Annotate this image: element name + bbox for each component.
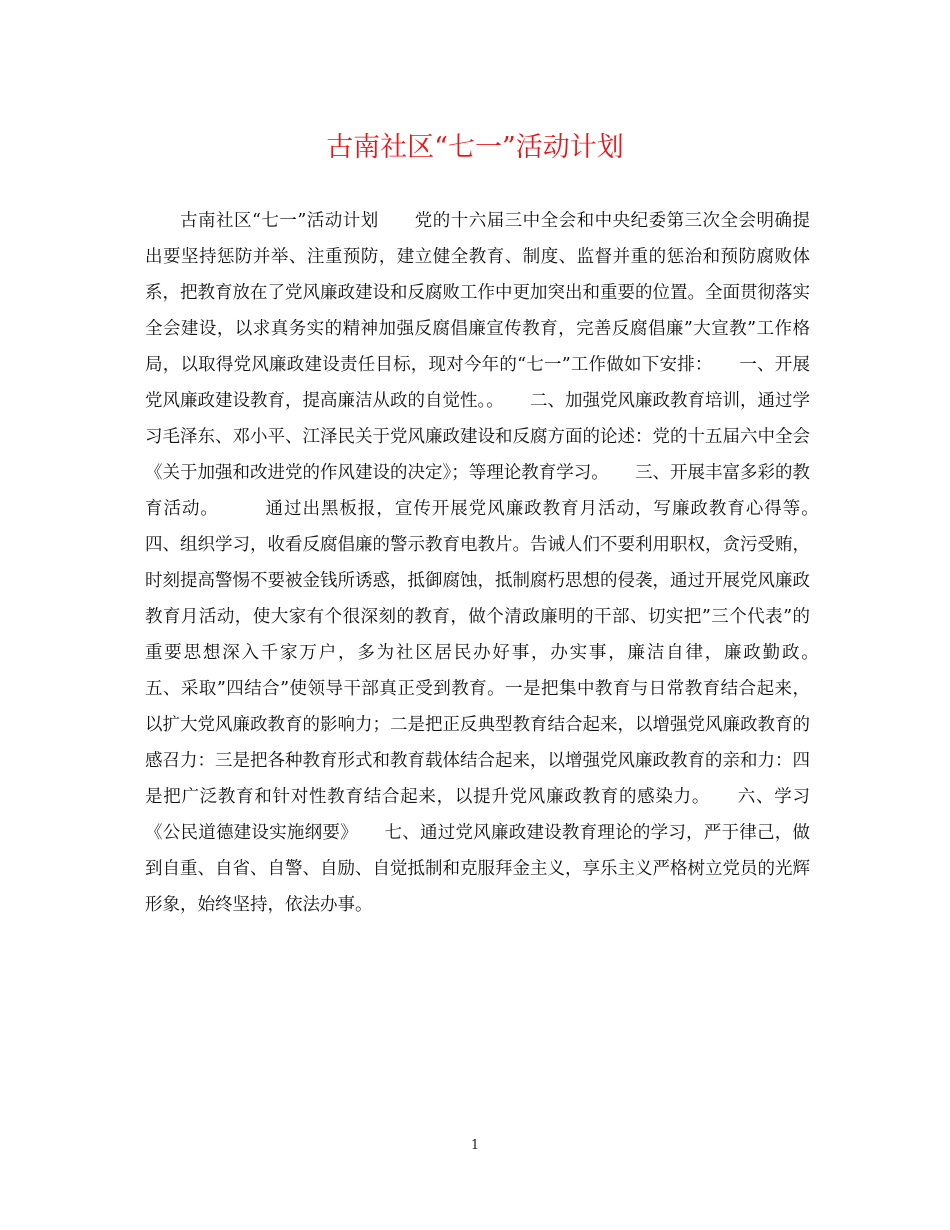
document-title: 古南社区“七一”活动计划 [326, 132, 624, 163]
document-body: 古南社区“七一”活动计划 党的十六届三中全会和中央纪委第三次全会明确提出要坚持惩防并举、注重预防，建立健全教育、制度、监督并重的惩治和预防腐败体系，把教育放在了党风廉政建设和反腐败工作中更加突出和重要的位置。全面贯彻落实全会建设，以求真务实的精神加强反腐倡廉宣传教育，完善反腐倡廉”大宣教”工作格局，以取得党风廉政建设责任目标，现对今年的“七一”工作做如下安排： 一、开展党风廉政建设教育，提高廉洁从政的自觉性。。 二、加强党风廉政教育培训，通过学习毛泽东、邓小平、江泽民关于党风廉政建设和反腐方面的论述：党的十五届六中全会《关于加强和改进党的作风建设的决定》；等理论教育学习。 三、开展丰富多彩的教育活动。 通过出黑板报，宣传开展党风廉政教育月活动，写廉政教育心得等。 四、组织学习，收看反腐倡廉的警示教育电教片。告诫人们不要利用职权，贪污受贿，时刻提高警惕不要被金钱所诱惑，抵御腐蚀，抵制腐朽思想的侵袭，通过开展党风廉政教育月活动，使大家有个很深刻的教育，做个清政廉明的干部、切实把”三个代表”的重要思想深入千家万户，多为社区居民办好事，办实事，廉洁自律，廉政勤政。 五、采取”四结合”使领导干部真正受到教育。一是把集中教育与日常教育结合起来，以扩大党风廉政教育的影响力；二是把正反典型教育结合起来，以增强党风廉政教育的感召力：三是把各种教育形式和教育载体结合起来，以增强党风廉政教育的亲和力：四是把广泛教育和针对性教育结合起来，以提升党风廉政教育的感染力。 六、学习《公民道德建设实施纲要》 七、通过党风廉政建设教育理论的学习，严于律己，做到自重、自省、自警、自励、自觉抵制和克服拜金主义，享乐主义严格树立党员的光辉形象，始终坚持，依法办事。 [145, 211, 845, 915]
page-number: 1 [470, 1138, 480, 1153]
